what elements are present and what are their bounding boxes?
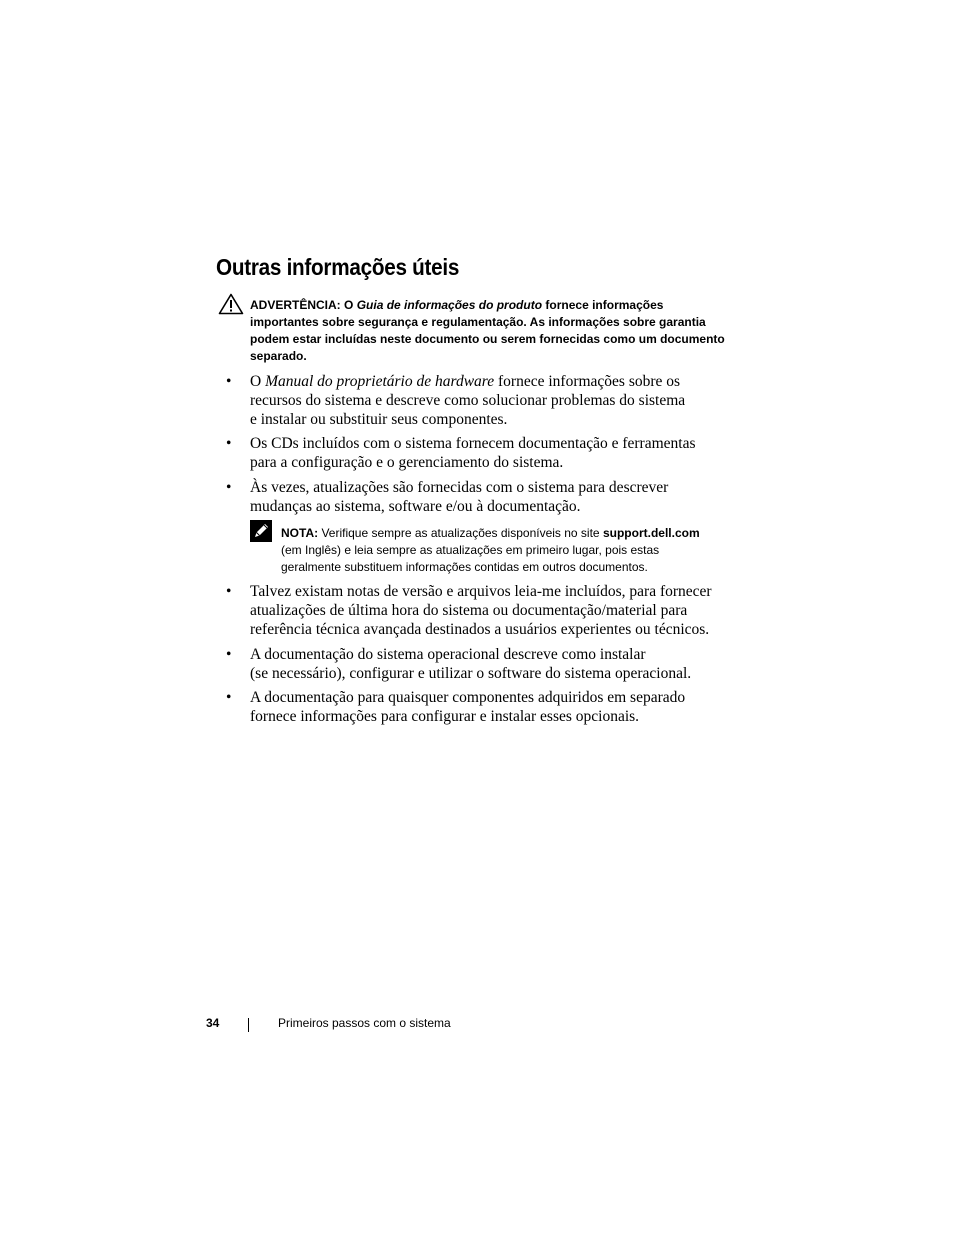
bullet-line: e instalar ou substituir seus componentes. <box>250 411 508 428</box>
bullet-line: referência técnica avançada destinados a usuários experientes ou técnicos. <box>250 621 710 638</box>
bullet-line: mudanças ao sistema, software e/ou à documentação. <box>250 498 581 515</box>
bullet-line: recursos do sistema e descreve como solucionar problemas do sistema <box>250 392 686 409</box>
warning-label: ADVERTÊNCIA: <box>250 298 341 312</box>
warning-lead: O <box>344 298 354 312</box>
note-pencil-icon <box>250 520 272 542</box>
hardware-owners-manual-title: Manual do proprietário de hardware <box>265 373 495 390</box>
warning-line3: podem estar incluídas neste documento ou serem fornecidas como um documento <box>250 332 725 346</box>
note-line3: geralmente substituem informações contidas em outros documentos. <box>281 560 648 574</box>
bullet-marker: • <box>226 583 232 600</box>
warning-notice <box>250 297 730 365</box>
bullet-marker: • <box>226 373 232 390</box>
bullet-line: A documentação para quaisquer componentes adquiridos em separado <box>250 689 686 706</box>
bullet-line: atualizações de última hora do sistema ou documentação/material para <box>250 602 688 619</box>
bullet-line: Talvez existam notas de versão e arquivos leia-me incluídos, para fornecer <box>250 583 712 600</box>
note-label: NOTA: <box>281 526 319 540</box>
bullet-marker: • <box>226 646 232 663</box>
note-line1-text: Verifique sempre as atualizações disponíveis no site <box>321 526 600 540</box>
bullet-marker: • <box>226 479 232 496</box>
bullet-line: A documentação do sistema operacional descreve como instalar <box>250 646 646 663</box>
bullet-marker: • <box>226 689 232 706</box>
section-heading: Outras informações úteis <box>216 254 460 280</box>
note-notice <box>281 525 726 576</box>
warning-line4: separado. <box>250 349 307 363</box>
bullet-line: para a configuração e o gerenciamento do sistema. <box>250 454 564 471</box>
support-link[interactable]: support.dell.com <box>602 526 700 540</box>
page-number: 34 <box>206 1016 220 1030</box>
bullet-line1-rest: fornece informações sobre os <box>498 373 681 390</box>
product-info-guide-title: Guia de informações do produto <box>356 298 543 312</box>
warning-line1-rest: fornece informações <box>545 298 664 312</box>
bullet-line: Às vezes, atualizações são fornecidas com o sistema para descrever <box>250 479 669 496</box>
bullet-line: fornece informações para configurar e instalar esses opcionais. <box>250 708 640 725</box>
warning-triangle-icon <box>218 293 244 315</box>
bullet-marker: • <box>226 435 232 452</box>
footer-divider <box>248 1018 249 1032</box>
footer-title: Primeiros passos com o sistema <box>278 1016 451 1030</box>
warning-line2: importantes sobre segurança e regulamentação. As informações sobre garantia <box>250 315 706 329</box>
bullet-line: Os CDs incluídos com o sistema fornecem documentação e ferramentas <box>250 435 696 452</box>
bullet-lead: O <box>250 373 262 390</box>
bullet-line: (se necessário), configurar e utilizar o software do sistema operacional. <box>250 665 692 682</box>
note-line2: (em Inglês) e leia sempre as atualizações em primeiro lugar, pois estas <box>281 543 660 557</box>
